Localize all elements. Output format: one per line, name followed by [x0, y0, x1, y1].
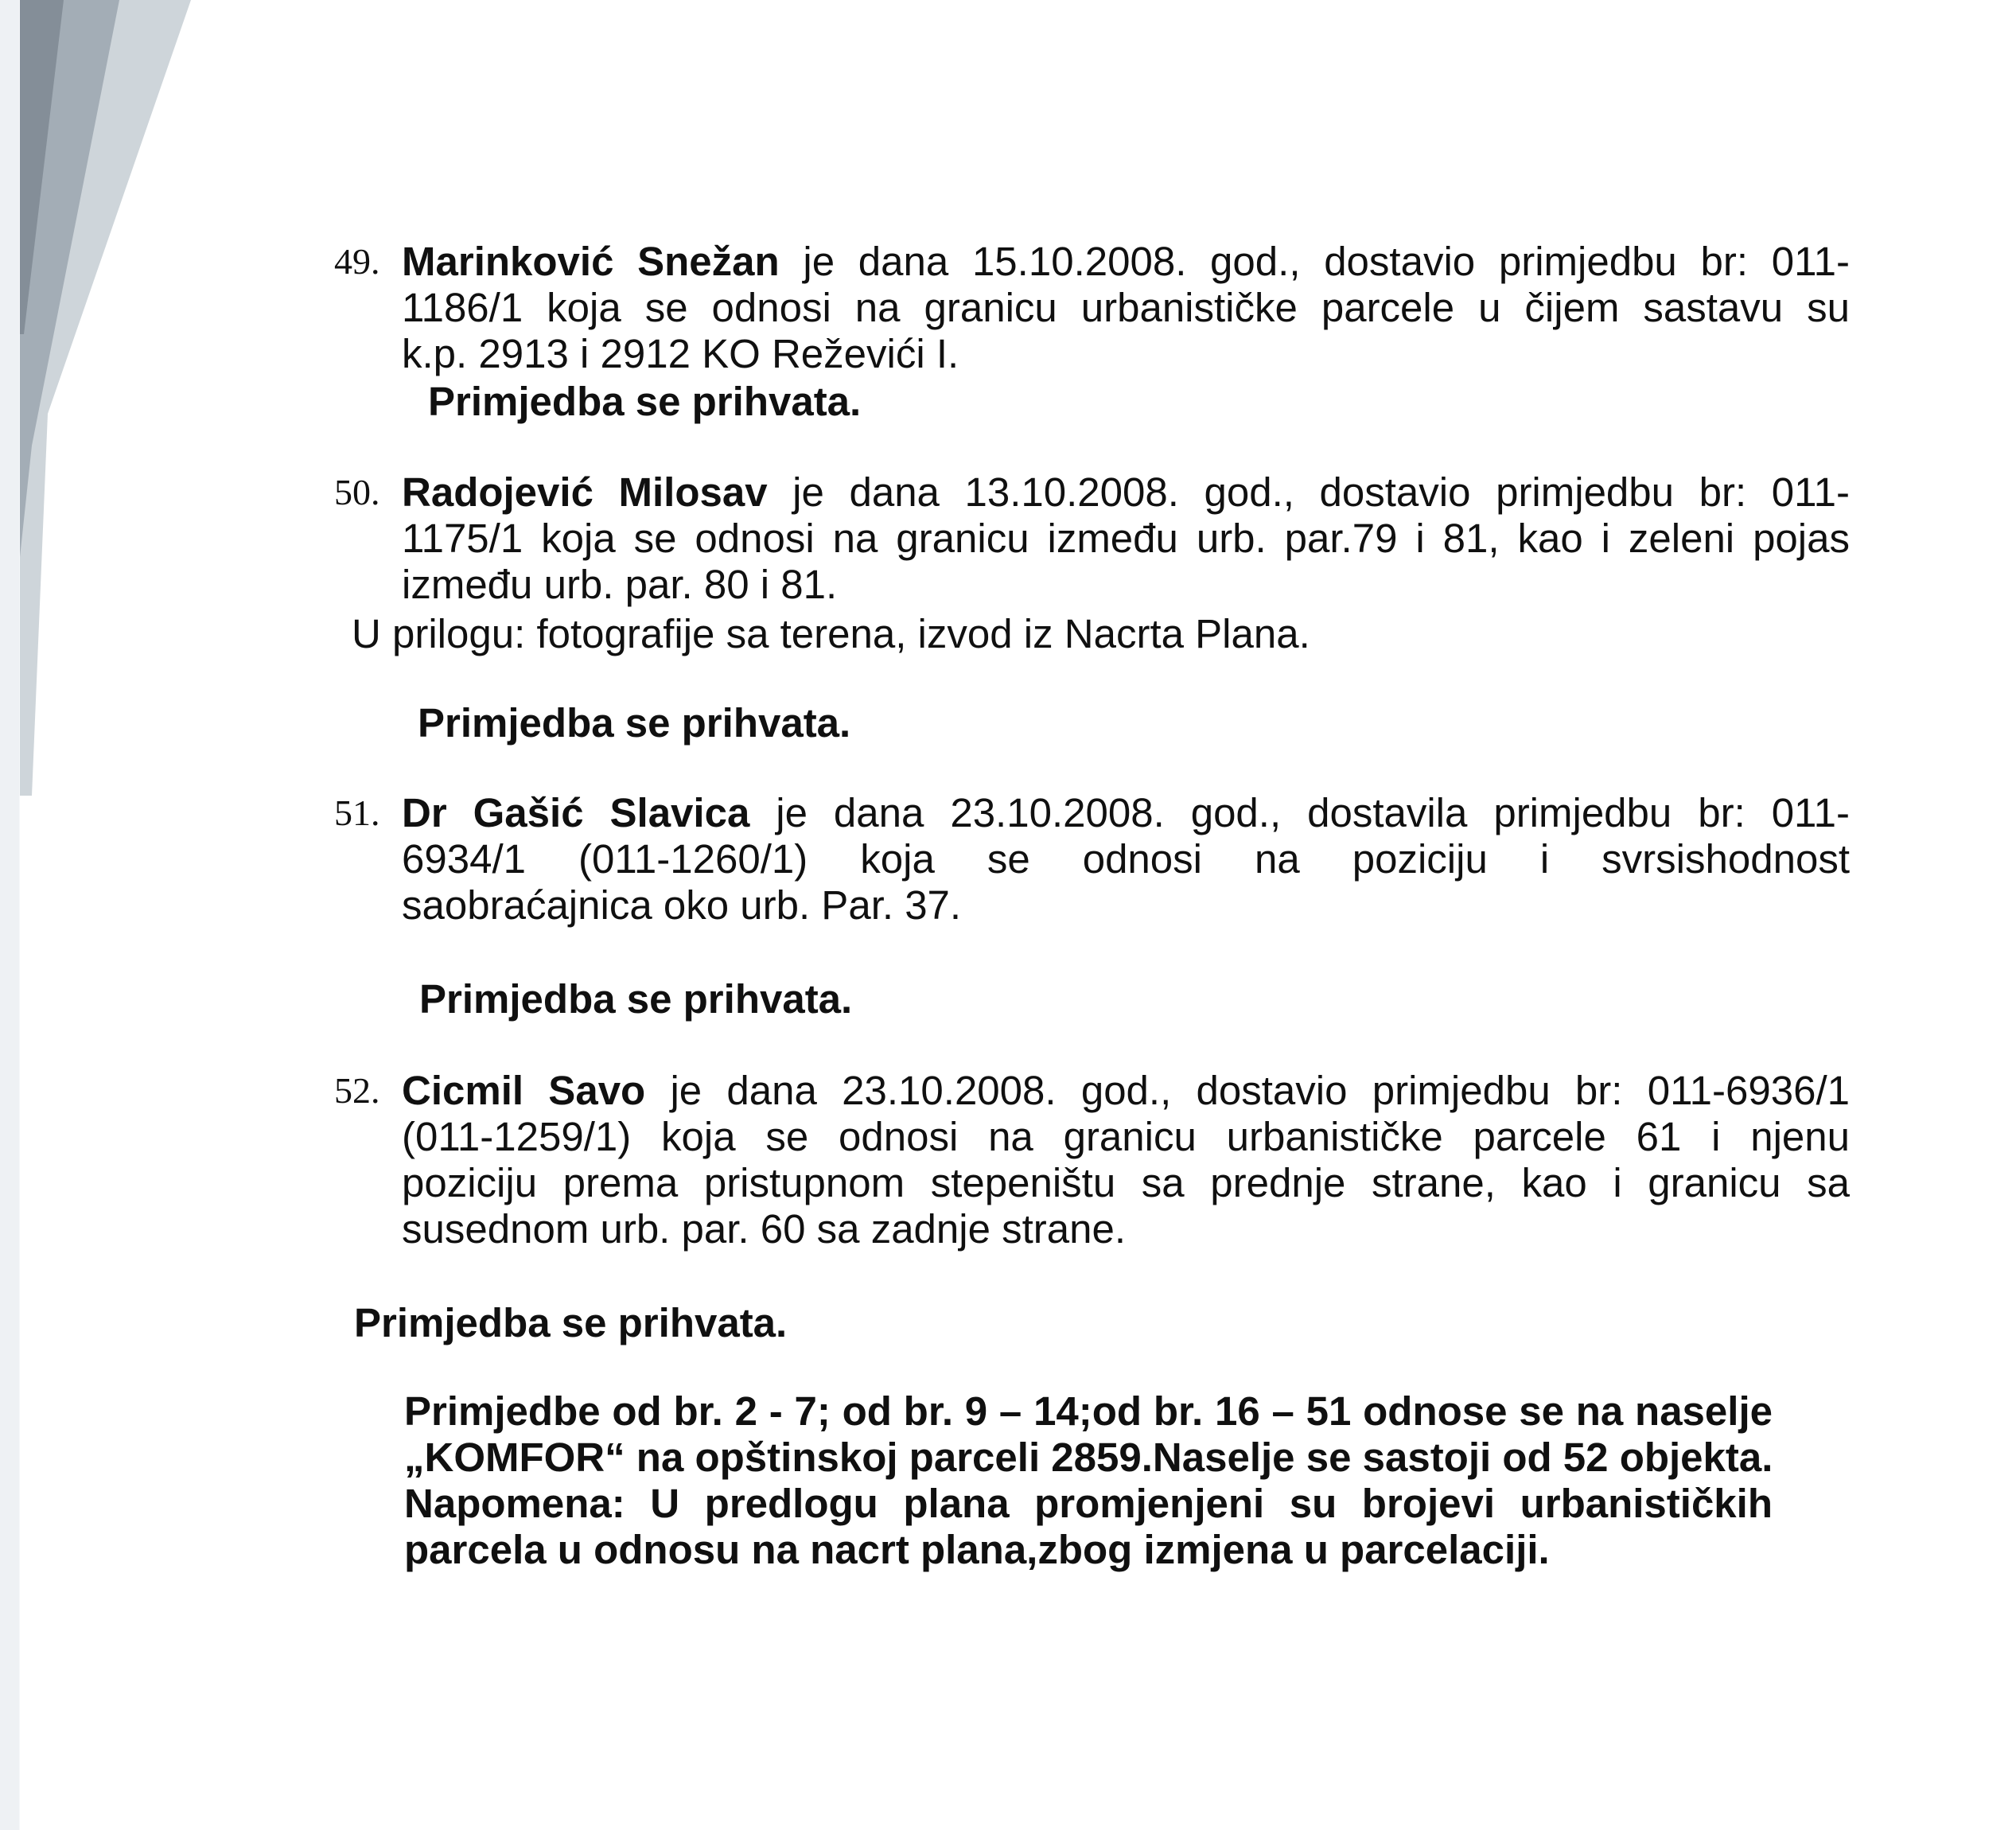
item-line: između urb. par. 80 i 81.: [402, 562, 838, 607]
summary-block: [404, 1388, 1773, 1573]
item-text: je dana 23.10.2008. god., dostavila primjedbu br: 011-: [749, 790, 1850, 835]
attachment-note-50: U prilogu: fotografije sa terena, izvod iz Nacrta Plana.: [352, 611, 1310, 656]
verdict-52: Primjedba se prihvata.: [354, 1300, 788, 1345]
submitter-name: Radojević Milosav: [402, 469, 768, 515]
item-text: je dana 13.10.2008. god., dostavio primjedbu br: 011-: [767, 469, 1851, 515]
item-number: 51.: [334, 792, 380, 833]
item-line: [402, 239, 1850, 285]
item-line: [402, 469, 1850, 516]
item-number: 49.: [334, 241, 380, 282]
summary-line: „KOMFOR“ na opštinskoj parceli 2859.Naselje se sastoji od 52 objekta.: [404, 1435, 1773, 1480]
verdict-50: Primjedba se prihvata.: [418, 700, 851, 746]
item-line: 1175/1 koja se odnosi na granicu između urb. par.79 i 81, kao i zeleni pojas: [402, 516, 1850, 561]
submitter-name: Dr Gašić Slavica: [402, 790, 750, 835]
item-line: [402, 1068, 1850, 1114]
verdict-49: Primjedba se prihvata.: [428, 379, 862, 424]
item-line: k.p. 2913 i 2912 KO Reževići I.: [402, 331, 959, 376]
summary-line: Napomena: U predlogu plana promjenjeni su brojevi urbanističkih: [404, 1481, 1773, 1526]
summary-line: Primjedbe od br. 2 - 7; od br. 9 – 14;od br. 16 – 51 odnose se na naselje: [404, 1388, 1773, 1434]
objection-item-51: [334, 790, 1850, 929]
submitter-name: Cicmil Savo: [402, 1068, 646, 1113]
summary-line: parcela u odnosu na nacrt plana,zbog izmjena u parcelaciji.: [404, 1527, 1550, 1572]
item-line: 6934/1 (011-1260/1) koja se odnosi na poziciju i svrsishodnost: [402, 836, 1850, 882]
item-number: 52.: [334, 1070, 380, 1111]
item-line: (011-1259/1) koja se odnosi na granicu urbanističke parcele 61 i njenu: [402, 1114, 1850, 1159]
item-line: saobraćajnica oko urb. Par. 37.: [402, 882, 962, 928]
item-line: poziciju prema pristupnom stepeništu sa prednje strane, kao i granicu sa: [402, 1160, 1850, 1205]
verdict-51: Primjedba se prihvata.: [419, 976, 853, 1022]
item-line: susednom urb. par. 60 sa zadnje strane.: [402, 1206, 1127, 1252]
item-line: 1186/1 koja se odnosi na granicu urbanističke parcele u čijem sastavu su: [402, 285, 1850, 330]
objection-item-49: [334, 239, 1850, 377]
objection-item-52: [334, 1068, 1850, 1252]
item-number: 50.: [334, 472, 380, 512]
objection-item-50: [334, 469, 1851, 608]
submitter-name: Marinković Snežan: [402, 239, 780, 284]
item-text: je dana 15.10.2008. god., dostavio primjedbu br: 011-: [779, 239, 1850, 284]
item-text: je dana 23.10.2008. god., dostavio primjedbu br: 011-6936/1: [645, 1068, 1850, 1113]
item-line: [402, 790, 1850, 836]
